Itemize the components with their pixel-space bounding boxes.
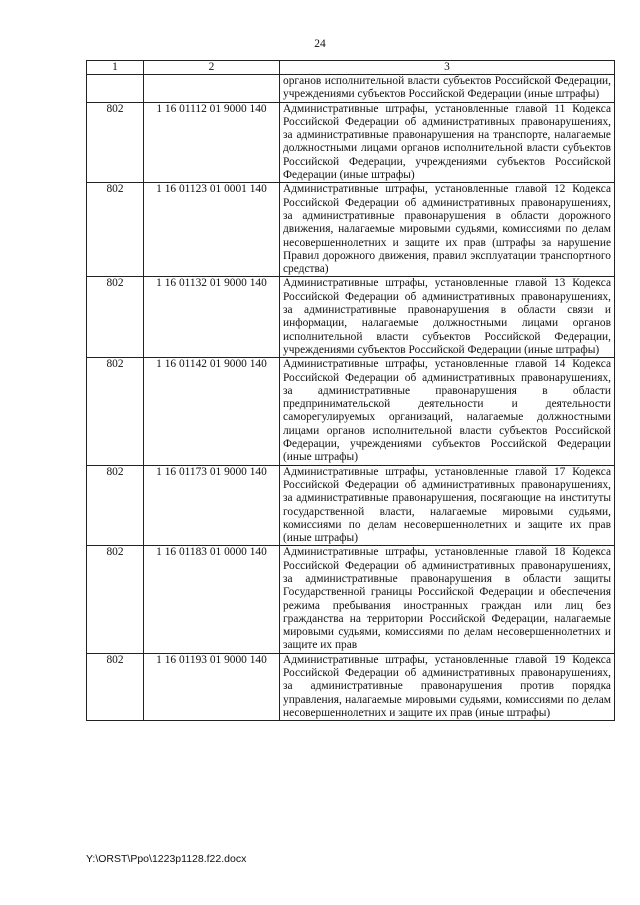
table-row [87, 183, 615, 277]
description-cell: Административные штрафы, установленные главой 17 Кодекса Российской Федерации об административных правонарушениях, за административные правонарушения, посягающие на институты государственной власти, налагаемые мировыми судьями, комиссиями по делам несовершеннолетних и защите их прав (иные штрафы) [280, 465, 615, 546]
description-cell: Административные штрафы, установленные главой 12 Кодекса Российской Федерации об административных правонарушениях, за административные правонарушения в области дорожного движения, налагаемые мировыми судьями, комиссиями по делам несовершеннолетних и защите их прав (штрафы за нарушение Правил дорожного движения, правил эксплуатации транспортного средства) [280, 183, 615, 277]
description-cell: Административные штрафы, установленные главой 18 Кодекса Российской Федерации об административных правонарушениях, за административные правонарушения в области защиты Государственной границы Российской Федерации и обеспечения режима пребывания иностранных граждан или лиц без гражданства на территории Российской Федерации, налагаемые мировыми судьями, комиссиями по делам несовершеннолетних и защите их прав [280, 546, 615, 653]
file-path-footer: Y:\ORST\Ppo\1223p1128.f22.docx [86, 853, 247, 865]
table-row [87, 277, 615, 358]
description-cell: Административные штрафы, установленные главой 11 Кодекса Российской Федерации об административных правонарушениях, за административные правонарушения на транспорте, налагаемые должностными лицами органов исполнительной власти субъектов Российской Федерации, учреждениями субъектов Российской Федерации (иные штрафы) [280, 102, 615, 183]
revenue-code-cell: 1 16 01123 01 0001 140 [144, 183, 280, 277]
admin-code-cell: 802 [87, 102, 144, 183]
description-cell: Административные штрафы, установленные главой 14 Кодекса Российской Федерации об административных правонарушениях, за административные правонарушения в области предпринимательской деятельности и деятельности саморегулируемых организаций, налагаемые должностными лицами органов исполнительной власти субъектов Российской Федерации, учреждениями субъектов Российской Федерации (иные штрафы) [280, 358, 615, 465]
admin-code-cell: 802 [87, 546, 144, 653]
table-row [87, 465, 615, 546]
description-cell: Административные штрафы, установленные главой 19 Кодекса Российской Федерации об административных правонарушениях, за административные правонарушения против порядка управления, налагаемые мировыми судьями, комиссиями по делам несовершеннолетних и защите их прав (иные штрафы) [280, 653, 615, 720]
revenue-code-cell: 1 16 01193 01 9000 140 [144, 653, 280, 720]
admin-code-cell: 802 [87, 183, 144, 277]
table-row [87, 653, 615, 720]
revenue-code-cell: 1 16 01132 01 9000 140 [144, 277, 280, 358]
admin-code-cell: 802 [87, 277, 144, 358]
admin-code-cell: 802 [87, 653, 144, 720]
description-cell: органов исполнительной власти субъектов Российской Федерации, учреждениями субъектов Российской Федерации (иные штрафы) [280, 75, 615, 103]
table-row [87, 102, 615, 183]
revenue-code-cell: 1 16 01173 01 9000 140 [144, 465, 280, 546]
page-number: 24 [314, 38, 326, 50]
revenue-code-cell: 1 16 01142 01 9000 140 [144, 358, 280, 465]
revenue-code-cell [144, 75, 280, 103]
column-header-3: 3 [280, 61, 615, 75]
column-header-2: 2 [144, 61, 280, 75]
admin-code-cell [87, 75, 144, 103]
description-cell: Административные штрафы, установленные главой 13 Кодекса Российской Федерации об административных правонарушениях, за административные правонарушения в области связи и информации, налагаемые должностными лицами органов исполнительной власти субъектов Российской Федерации, учреждениями субъектов Российской Федерации (иные штрафы) [280, 277, 615, 358]
admin-code-cell: 802 [87, 358, 144, 465]
revenue-codes-table [86, 60, 615, 721]
table-row [87, 358, 615, 465]
column-header-1: 1 [87, 61, 144, 75]
table-header-row [87, 61, 615, 75]
table-row-continuation [87, 75, 615, 103]
revenue-code-cell: 1 16 01183 01 0000 140 [144, 546, 280, 653]
revenue-code-cell: 1 16 01112 01 9000 140 [144, 102, 280, 183]
admin-code-cell: 802 [87, 465, 144, 546]
table-row [87, 546, 615, 653]
